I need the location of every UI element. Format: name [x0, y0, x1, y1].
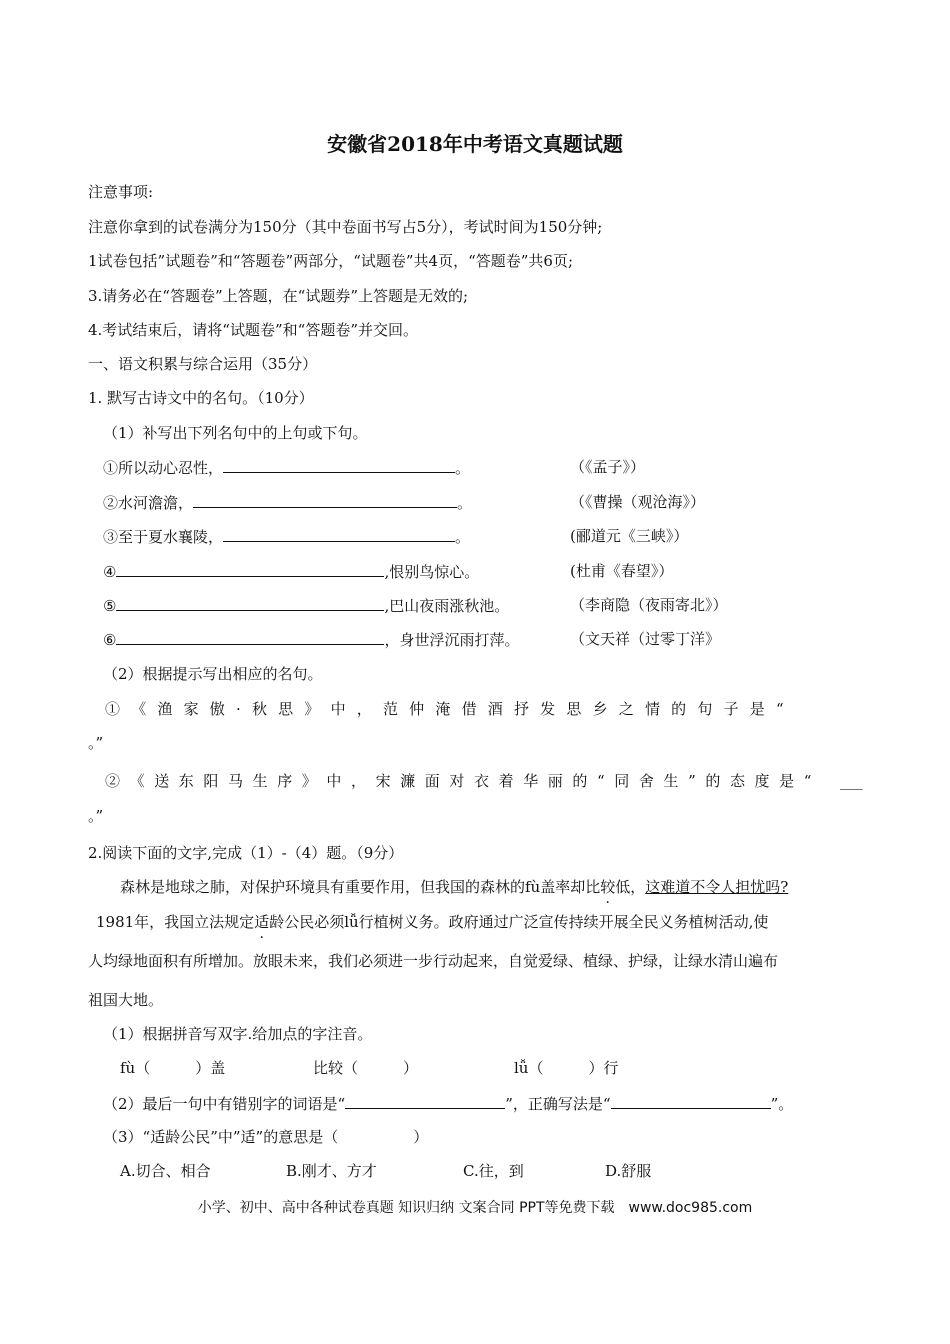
passage-line-2: 1981年，我国立法规定适龄公民必须lǚ行植树义务。政府通过广泛宣传持续开展全民义务植树活动,使 — [96, 913, 769, 931]
answer-blank[interactable] — [611, 1092, 771, 1109]
dotted-char: 较 — [600, 878, 616, 896]
note-2: 1试卷包括”试题卷”和“答题卷”两部分，“试题卷”共4页，“答题卷”共6页; — [88, 252, 574, 270]
item-source: （李商隐（夜雨寄北》） — [570, 596, 728, 614]
prompt-2-blank[interactable]: ___ — [840, 772, 863, 790]
question-2-sub-3: （3）“适龄公民”中”适”的意思是（ ） — [103, 1128, 429, 1146]
prompt-1-end: 。” — [88, 734, 104, 752]
answer-blank[interactable] — [193, 491, 457, 508]
passage-line-4: 祖国大地。 — [88, 991, 164, 1009]
answer-blank[interactable] — [116, 594, 384, 611]
passage-line-3: 人均绿地面积有所增加。放眼未来，我们必须进一步行动起来，自觉爱绿、植绿、护绿，让绿水清山遍布 — [88, 952, 779, 970]
note-1: 注意你拿到的试卷满分为150分（其中卷面书写占5分），考试时间为150分钟; — [88, 218, 603, 236]
question-1-stem: 1. 默写古诗文中的名句。（10分） — [88, 389, 314, 407]
question-1-sub-1: （1）补写出下列名句中的上句或下句。 — [103, 424, 368, 442]
passage-line-1: 森林是地球之肺，对保护环境具有重要作用，但我国的森林的fù盖率却比较低，这难道不令人担忧吗? — [120, 878, 789, 896]
question-2-sub-2: （2）最后一句中有错别字的词语是“ ”，正确写法是“ ”。 — [103, 1092, 793, 1115]
item-source: (杜甫《春望》） — [570, 562, 674, 580]
page-title: 安徽省2018年中考语文真题试题 — [327, 132, 623, 156]
note-3: 3.请务必在“答题卷”上答题，在“试题券”上答题是无效的; — [88, 287, 469, 305]
notes-heading: 注意事项: — [88, 183, 154, 201]
answer-blank[interactable] — [116, 560, 384, 577]
fill-item: ①所以动心忍性， 。 — [103, 456, 470, 479]
item-source: （《孟子》） — [570, 458, 646, 476]
item-source: （文天祥（过零丁洋》 — [570, 630, 721, 648]
option-a[interactable]: A.切合、相合 — [120, 1162, 211, 1180]
option-c[interactable]: C.往，到 — [463, 1162, 524, 1180]
footer-ad: 小学、初中、高中各种试卷真题 知识归纳 文案合同 PPT等免费下载 www.doc985.com — [197, 1200, 753, 1216]
prompt-2-end: 。” — [88, 807, 104, 825]
section-heading: 一、语文积累与综合运用（35分） — [88, 355, 318, 373]
item-source: (郦道元《三峡》） — [570, 527, 689, 545]
underlined-sentence: 这难道不令人担忧吗? — [645, 878, 789, 896]
fill-item: ⑤ ,巴山夜雨涨秋池。 — [103, 594, 509, 617]
note-4: 4.考试结束后，请将“试题卷”和“答题卷”并交回。 — [88, 321, 418, 339]
prompt-2: ②《送东阳马生序》中，宋濂面对衣着华丽的“同舍生”的态度是“ — [105, 772, 822, 790]
answer-blank[interactable] — [223, 525, 455, 542]
prompt-1: ①《渔家傲·秋思》中，范仲淹借酒抒发思乡之情的句子是“ — [105, 700, 795, 718]
item-source: （《曹操（观沧海》） — [570, 493, 706, 511]
pinyin-item-2[interactable]: 比较（ ） — [313, 1059, 419, 1077]
option-d[interactable]: D.舒服 — [605, 1162, 652, 1180]
question-2-sub-1: （1）根据拼音写双字.给加点的字注音。 — [103, 1025, 373, 1043]
option-b[interactable]: B.刚才、方才 — [286, 1162, 377, 1180]
fill-item: ②水河澹澹， 。 — [103, 491, 472, 514]
dotted-char: 适 — [254, 913, 270, 931]
answer-blank[interactable] — [223, 456, 455, 473]
fill-item: ④ ,恨别鸟惊心。 — [103, 560, 479, 583]
answer-blank[interactable] — [116, 628, 384, 645]
question-2-stem: 2.阅读下面的文字,完成（1）-（4）题。（9分） — [88, 844, 404, 862]
pinyin-item-1[interactable]: fù（ ）盖 — [120, 1059, 226, 1077]
pinyin-item-3[interactable]: lǚ（ ）行 — [514, 1059, 619, 1077]
fill-item: ⑥ ，身世浮沉雨打萍。 — [103, 628, 519, 651]
question-1-sub-2: （2）根据提示写出相应的名句。 — [103, 665, 323, 683]
answer-blank[interactable] — [345, 1092, 505, 1109]
fill-item: ③至于夏水襄陵， 。 — [103, 525, 470, 548]
